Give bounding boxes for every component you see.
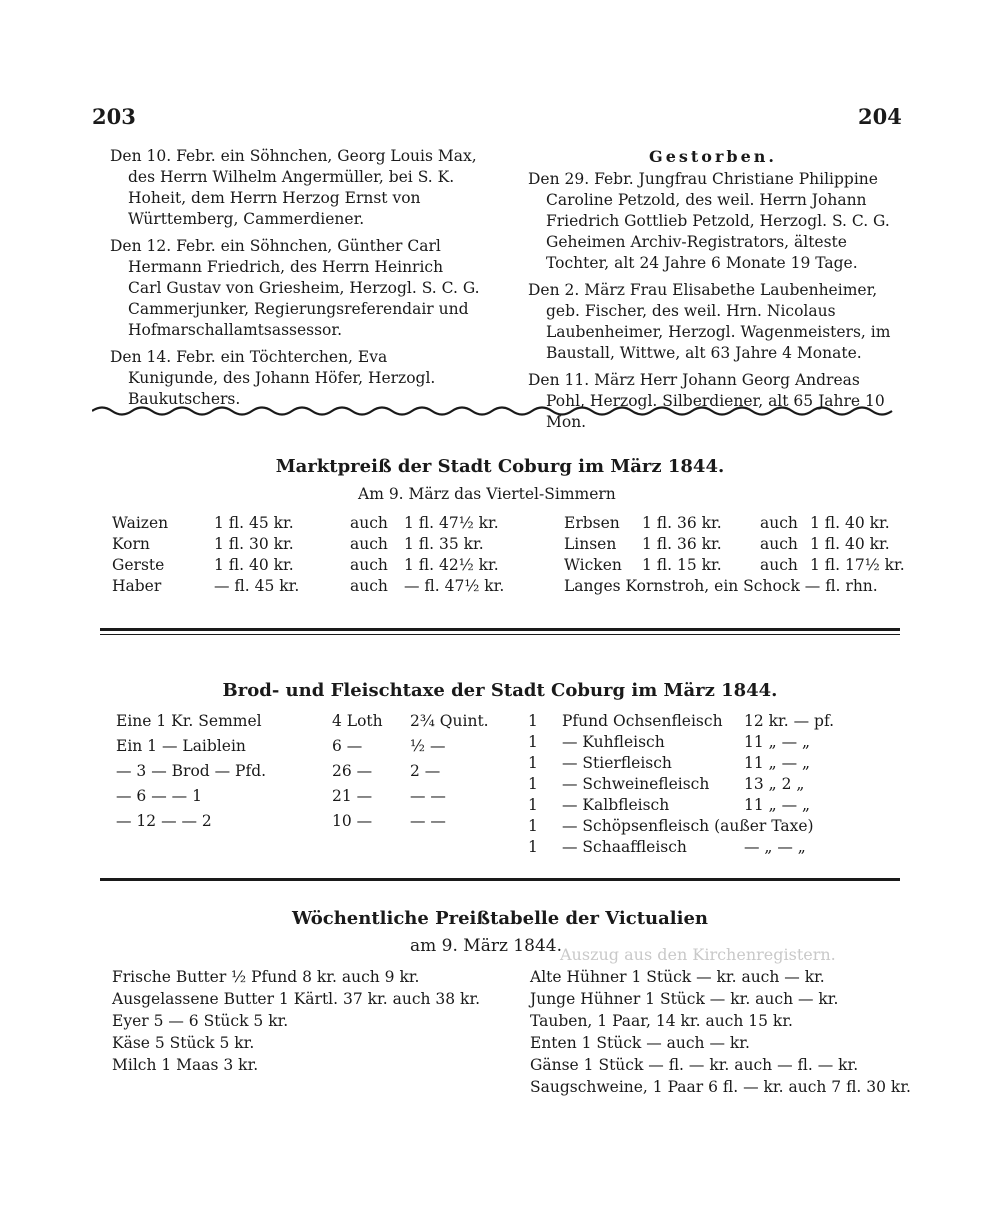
table-row: — 6 — — 1 21 — — —	[116, 787, 446, 805]
table-row: Wicken 1 fl. 15 kr. auch 1 fl. 17½ kr.	[564, 556, 905, 574]
table-row: Linsen 1 fl. 36 kr. auch 1 fl. 40 kr.	[564, 535, 890, 553]
victual-item: Gänse 1 Stück — fl. — kr. auch — fl. — kr.	[530, 1056, 859, 1074]
victual-item: Milch 1 Maas 3 kr.	[112, 1056, 259, 1074]
births-column	[110, 146, 480, 416]
page-number-right: 204	[858, 104, 902, 129]
table-row: Korn 1 fl. 30 kr. auch 1 fl. 35 kr.	[112, 535, 484, 553]
victual-item: Tauben, 1 Paar, 14 kr. auch 15 kr.	[530, 1012, 793, 1030]
deaths-column	[528, 146, 898, 439]
victual-item: Ausgelassene Butter 1 Kärtl. 37 kr. auch 38 kr.	[112, 990, 481, 1008]
market-title: Marktpreiß der Stadt Coburg im März 1844.	[275, 456, 725, 477]
victual-item: Saugschweine, 1 Paar 6 fl. — kr. auch 7 fl. 30 kr.	[530, 1078, 911, 1096]
victual-item: Frische Butter ½ Pfund 8 kr. auch 9 kr.	[112, 968, 420, 986]
table-row: Gerste 1 fl. 40 kr. auch 1 fl. 42½ kr.	[112, 556, 499, 574]
table-row: — 3 — Brod — Pfd. 26 — 2 —	[116, 762, 441, 780]
page-number-left: 203	[92, 104, 136, 129]
victual-item: Eyer 5 — 6 Stück 5 kr.	[112, 1012, 289, 1030]
section-rule	[100, 634, 900, 635]
meat-table	[528, 712, 840, 859]
table-row: 1 — Schweinefleisch 13 „ 2 „	[528, 775, 805, 793]
table-row: Haber — fl. 45 kr. auch — fl. 47½ kr.	[112, 577, 505, 595]
section-rule	[100, 878, 900, 881]
table-row: Erbsen 1 fl. 36 kr. auch 1 fl. 40 kr.	[564, 514, 890, 532]
birth-entry: Den 14. Febr. ein Töchterchen, Eva Kunigunde, des Johann Höfer, Herzogl. Baukutschers.	[110, 348, 436, 408]
table-row: 1 Pfund Ochsenfleisch 12 kr. — pf.	[528, 712, 835, 730]
victual-item: Junge Hühner 1 Stück — kr. auch — kr.	[530, 990, 839, 1008]
victual-item: Alte Hühner 1 Stück — kr. auch — kr.	[530, 968, 825, 986]
table-row: 1 — Kuhfleisch 11 „ — „	[528, 733, 811, 751]
death-entry: Den 2. März Frau Elisabethe Laubenheimer, geb. Fischer, des weil. Hrn. Nicolaus Laubenheimer, Herzogl. Wagenmeisters, im Baustall, Wittwe, alt 63 Jahre 4 Monate.	[528, 281, 891, 362]
bread-table	[116, 712, 495, 837]
market-table-left	[112, 514, 510, 598]
bleed-through-text: Auszug aus den Kirchenregistern.	[560, 945, 836, 964]
table-row: Ein 1 — Laiblein 6 — ½ —	[116, 737, 446, 755]
table-row: Waizen 1 fl. 45 kr. auch 1 fl. 47½ kr.	[112, 514, 499, 532]
table-row: Langes Kornstroh, ein Schock — fl. rhn.	[564, 577, 878, 595]
table-row: 1 — Stierfleisch 11 „ — „	[528, 754, 811, 772]
table-row: — 12 — — 2 10 — — —	[116, 812, 446, 830]
victuals-title: Wöchentliche Preißtabelle der Victualien	[291, 908, 708, 929]
birth-entry: Den 12. Febr. ein Söhnchen, Günther Carl Hermann Friedrich, des Herrn Heinrich Carl Gustav von Griesheim, Herzogl. S. C. G. Cammerjunker, Regierungsreferendair und Hofmarschallamtsassessor.	[110, 237, 480, 339]
table-row: 1 — Schaaffleisch — „ — „	[528, 838, 806, 856]
wavy-divider	[92, 402, 898, 420]
table-row: Eine 1 Kr. Semmel 4 Loth 2¾ Quint.	[116, 712, 489, 730]
victual-item: Enten 1 Stück — auch — kr.	[530, 1034, 750, 1052]
bread-title: Brod- und Fleischtaxe der Stadt Coburg im März 1844.	[222, 680, 778, 701]
birth-entry: Den 10. Febr. ein Söhnchen, Georg Louis Max, des Herrn Wilhelm Angermüller, bei S. K. Hoheit, dem Herrn Herzog Ernst von Württemberg, Cammerdiener.	[110, 147, 477, 228]
death-entry: Den 29. Febr. Jungfrau Christiane Philippine Caroline Petzold, des weil. Herrn Johann Friedrich Gottlieb Petzold, Herzogl. S. C. G. Geheimen Archiv-Registrators, älteste Tochter, alt 24 Jahre 6 Monate 19 Tage.	[528, 170, 890, 272]
victual-item: Käse 5 Stück 5 kr.	[112, 1034, 255, 1052]
deaths-heading: Gestorben.	[649, 147, 777, 166]
table-row: 1 — Schöpsenfleisch (außer Taxe)	[528, 817, 814, 835]
market-table-right	[564, 514, 911, 598]
section-rule	[100, 628, 900, 631]
table-row: 1 — Kalbfleisch 11 „ — „	[528, 796, 811, 814]
victuals-subtitle: am 9. März 1844.	[410, 936, 562, 956]
market-subtitle: Am 9. März das Viertel-Simmern	[358, 485, 616, 503]
death-entry: Den 11. März Herr Johann Georg Andreas Pohl, Herzogl. Silberdiener, alt 65 Jahre 10 Mon.	[528, 371, 885, 431]
